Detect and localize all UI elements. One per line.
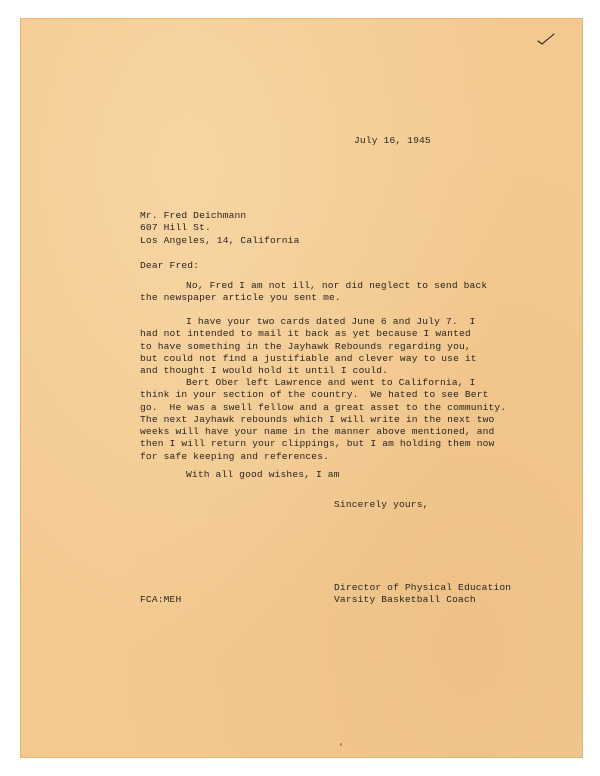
paragraph-1 <box>140 280 487 305</box>
paragraph-line: The next Jayhawk rebounds which I will write in the next two <box>140 413 495 425</box>
recipient-street: 607 Hill St. <box>140 222 211 234</box>
paragraph-line: to have something in the Jayhawk Rebounds regarding you, <box>140 340 471 352</box>
paragraph-line: for safe keeping and references. <box>140 450 330 462</box>
recipient-address <box>140 210 300 247</box>
reference-initials: FCA:MEH <box>140 594 182 605</box>
paragraph-2 <box>140 316 477 377</box>
paragraph-line: and thought I would hold it until I could. <box>140 365 389 377</box>
good-wishes: With all good wishes, I am <box>186 469 340 480</box>
paragraph-line: No, Fred I am not ill, nor did neglect to send back <box>186 280 488 291</box>
complimentary-close: Sincerely yours, <box>334 499 429 510</box>
recipient-name: Mr. Fred Deichmann <box>140 210 247 221</box>
paragraph-line: but could not find a justifiable and clever way to use it <box>140 352 477 364</box>
letter-page <box>20 18 583 758</box>
paragraph-line: then I will return your clippings, but I am holding them now <box>140 438 495 450</box>
letter-date: July 16, 1945 <box>354 135 431 146</box>
paragraph-line: go. He was a swell fellow and a great asset to the community. <box>140 401 507 413</box>
signature-block <box>334 582 511 607</box>
paragraph-line: weeks will have your name in the manner above mentioned, and <box>140 426 495 438</box>
paragraph-line: Bert Ober left Lawrence and went to California, I <box>186 377 476 388</box>
salutation: Dear Fred: <box>140 260 200 271</box>
paper-speck <box>340 743 342 746</box>
paragraph-3 <box>140 377 506 463</box>
paragraph-line: I have your two cards dated June 6 and July 7. I <box>186 316 476 327</box>
signature-title: Director of Physical Education <box>334 582 512 593</box>
signature-title: Varsity Basketball Coach <box>334 594 476 606</box>
paragraph-line: had not intended to mail it back as yet because I wanted <box>140 328 471 340</box>
paragraph-line: think in your section of the country. We hated to see Bert <box>140 389 489 401</box>
paragraph-line: the newspaper article you sent me. <box>140 292 341 304</box>
recipient-city: Los Angeles, 14, California <box>140 234 300 246</box>
check-mark-icon <box>536 32 556 46</box>
